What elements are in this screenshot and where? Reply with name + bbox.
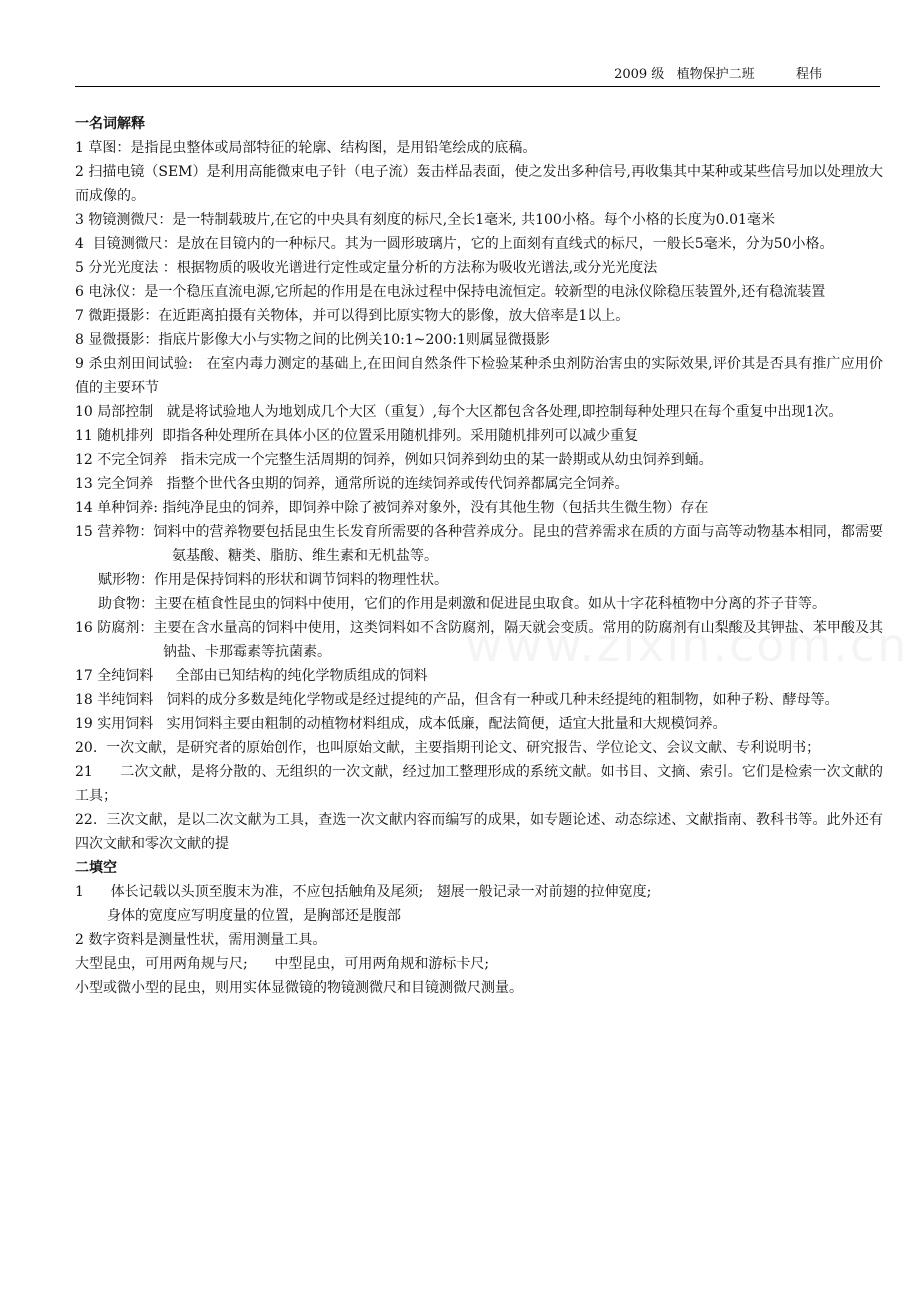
term-17: 17 全纯饲料 全部由已知结构的纯化学物质组成的饲料 bbox=[75, 668, 428, 684]
term-15: 15 营养物：饲料中的营养物要包括昆虫生长发育所需要的各种营养成分。昆虫的营养需求在质的方面与高等动物基本相同，都需要氨基酸、糖类、脂肪、维生素和无机盐等。 bbox=[75, 524, 883, 564]
term-1: 1 草图：是指昆虫整体或局部特征的轮廓、结构图，是用铅笔绘成的底稿。 bbox=[75, 140, 537, 156]
term-13: 13 完全饲养 指整个世代各虫期的饲养，通常所说的连续饲养或传代饲养都属完全饲养。 bbox=[75, 476, 629, 492]
term-10: 10 局部控制 就是将试验地人为地划成几个大区（重复）,每个大区都包含各处理,即控制每种处理只在每个重复中出现1次。 bbox=[75, 404, 843, 420]
fill-1-cont: 身体的宽度应写明度量的位置，是胸部还是腹部 bbox=[107, 908, 401, 924]
term-5: 5 分光光度法 ：根据物质的吸收光谱进行定性或定量分析的方法称为吸收光谱法,或分光光度法 bbox=[75, 260, 658, 276]
term-6: 6 电泳仪：是一个稳压直流电源,它所起的作用是在电泳过程中保持电流恒定。较新型的电泳仪除稳压装置外,还有稳流装置 bbox=[75, 284, 826, 300]
term-19: 19 实用饲料 实用饲料主要由粗制的动植物材料组成，成本低廉，配法简便，适宜大批量和大规模饲养。 bbox=[75, 716, 727, 732]
term-15-shape-agent: 赋形物：作用是保持饲料的形状和调节饲料的物理性状。 bbox=[98, 572, 448, 588]
term-3: 3 物镜测微尺：是一特制载玻片,在它的中央具有刻度的标尺,全长1毫米, 共100小格。每个小格的长度为0.01毫米 bbox=[75, 212, 775, 228]
header-info: 2009 级 植物保护二班 程伟 bbox=[614, 67, 822, 82]
term-18: 18 半纯饲料 饲料的成分多数是纯化学物或是经过提纯的产品，但含有一种或几种未经提纯的粗制物，如种子粉、酵母等。 bbox=[75, 692, 839, 708]
term-2: 2 扫描电镜（SEM）是利用高能微束电子针（电子流）轰击样品表面，使之发出多种信号,再收集其中某种或某些信号加以处理放大而成像的。 bbox=[75, 164, 883, 204]
term-11: 11 随机排列 即指各种处理所在具体小区的位置采用随机排列。采用随机排列可以减少重复 bbox=[75, 428, 639, 444]
term-15-feeding-stimulant: 助食物：主要在植食性昆虫的饲料中使用，它们的作用是刺激和促进昆虫取食。如从十字花科植物中分离的芥子苷等。 bbox=[98, 596, 826, 612]
term-20: 20. 一次文献，是研究者的原始创作，也叫原始文献，主要指期刊论文、研究报告、学位论文、会议文献、专利说明书； bbox=[75, 740, 821, 756]
page-header bbox=[75, 64, 880, 87]
term-12: 12 不完全饲养 指未完成一个完整生活周期的饲养，例如只饲养到幼虫的某一龄期或从幼虫饲养到蛹。 bbox=[75, 452, 713, 468]
document-body bbox=[75, 112, 883, 1000]
section-heading-definitions: 一名词解释 bbox=[75, 116, 145, 132]
fill-2-small: 小型或微小型的昆虫，则用实体显微镜的物镜测微尺和目镜测微尺测量。 bbox=[75, 980, 523, 996]
term-4: 4 目镜测微尺：是放在目镜内的一种标尺。其为一圆形玻璃片，它的上面刻有直线式的标尺，一般长5毫米，分为50小格。 bbox=[75, 236, 834, 252]
fill-2-large-medium: 大型昆虫，可用两角规与尺; 中型昆虫，可用两角规和游标卡尺; bbox=[75, 956, 490, 972]
term-9: 9 杀虫剂田间试验: 在室内毒力测定的基础上,在田间自然条件下检验某种杀虫剂防治害虫的实际效果,评价其是否具有推广应用价值的主要环节 bbox=[75, 356, 883, 396]
term-7: 7 微距摄影：在近距离拍摄有关物体，并可以得到比原实物大的影像，放大倍率是1以上。 bbox=[75, 308, 630, 324]
section-heading-fill-blank: 二填空 bbox=[75, 860, 117, 876]
term-16: 16 防腐剂：主要在含水量高的饲料中使用，这类饲料如不含防腐剂，隔天就会变质。常用的防腐剂有山梨酸及其钾盐、苯甲酸及其钠盐、卡那霉素等抗菌素。 bbox=[75, 620, 883, 660]
term-14: 14 单种饲养: 指纯净昆虫的饲养，即饲养中除了被饲养对象外，没有其他生物（包括共生微生物）存在 bbox=[75, 500, 709, 516]
fill-1: 1 体长记载以头顶至腹末为准，不应包括触角及尾须; 翅展一般记录一对前翅的拉伸宽度; bbox=[75, 884, 652, 900]
term-22: 22. 三次文献，是以二次文献为工具，查选一次文献内容而编写的成果，如专题论述、动态综述、文献指南、教科书等。此外还有四次文献和零次文献的提 bbox=[75, 812, 883, 852]
term-21: 21 二次文献，是将分散的、无组织的一次文献，经过加工整理形成的系统文献。如书目、文摘、索引。它们是检索一次文献的工具； bbox=[75, 764, 883, 804]
fill-2: 2 数字资料是测量性状，需用测量工具。 bbox=[75, 932, 327, 948]
term-8: 8 显微摄影：指底片影像大小与实物之间的比例关10:1~200:1则属显微摄影 bbox=[75, 332, 550, 348]
